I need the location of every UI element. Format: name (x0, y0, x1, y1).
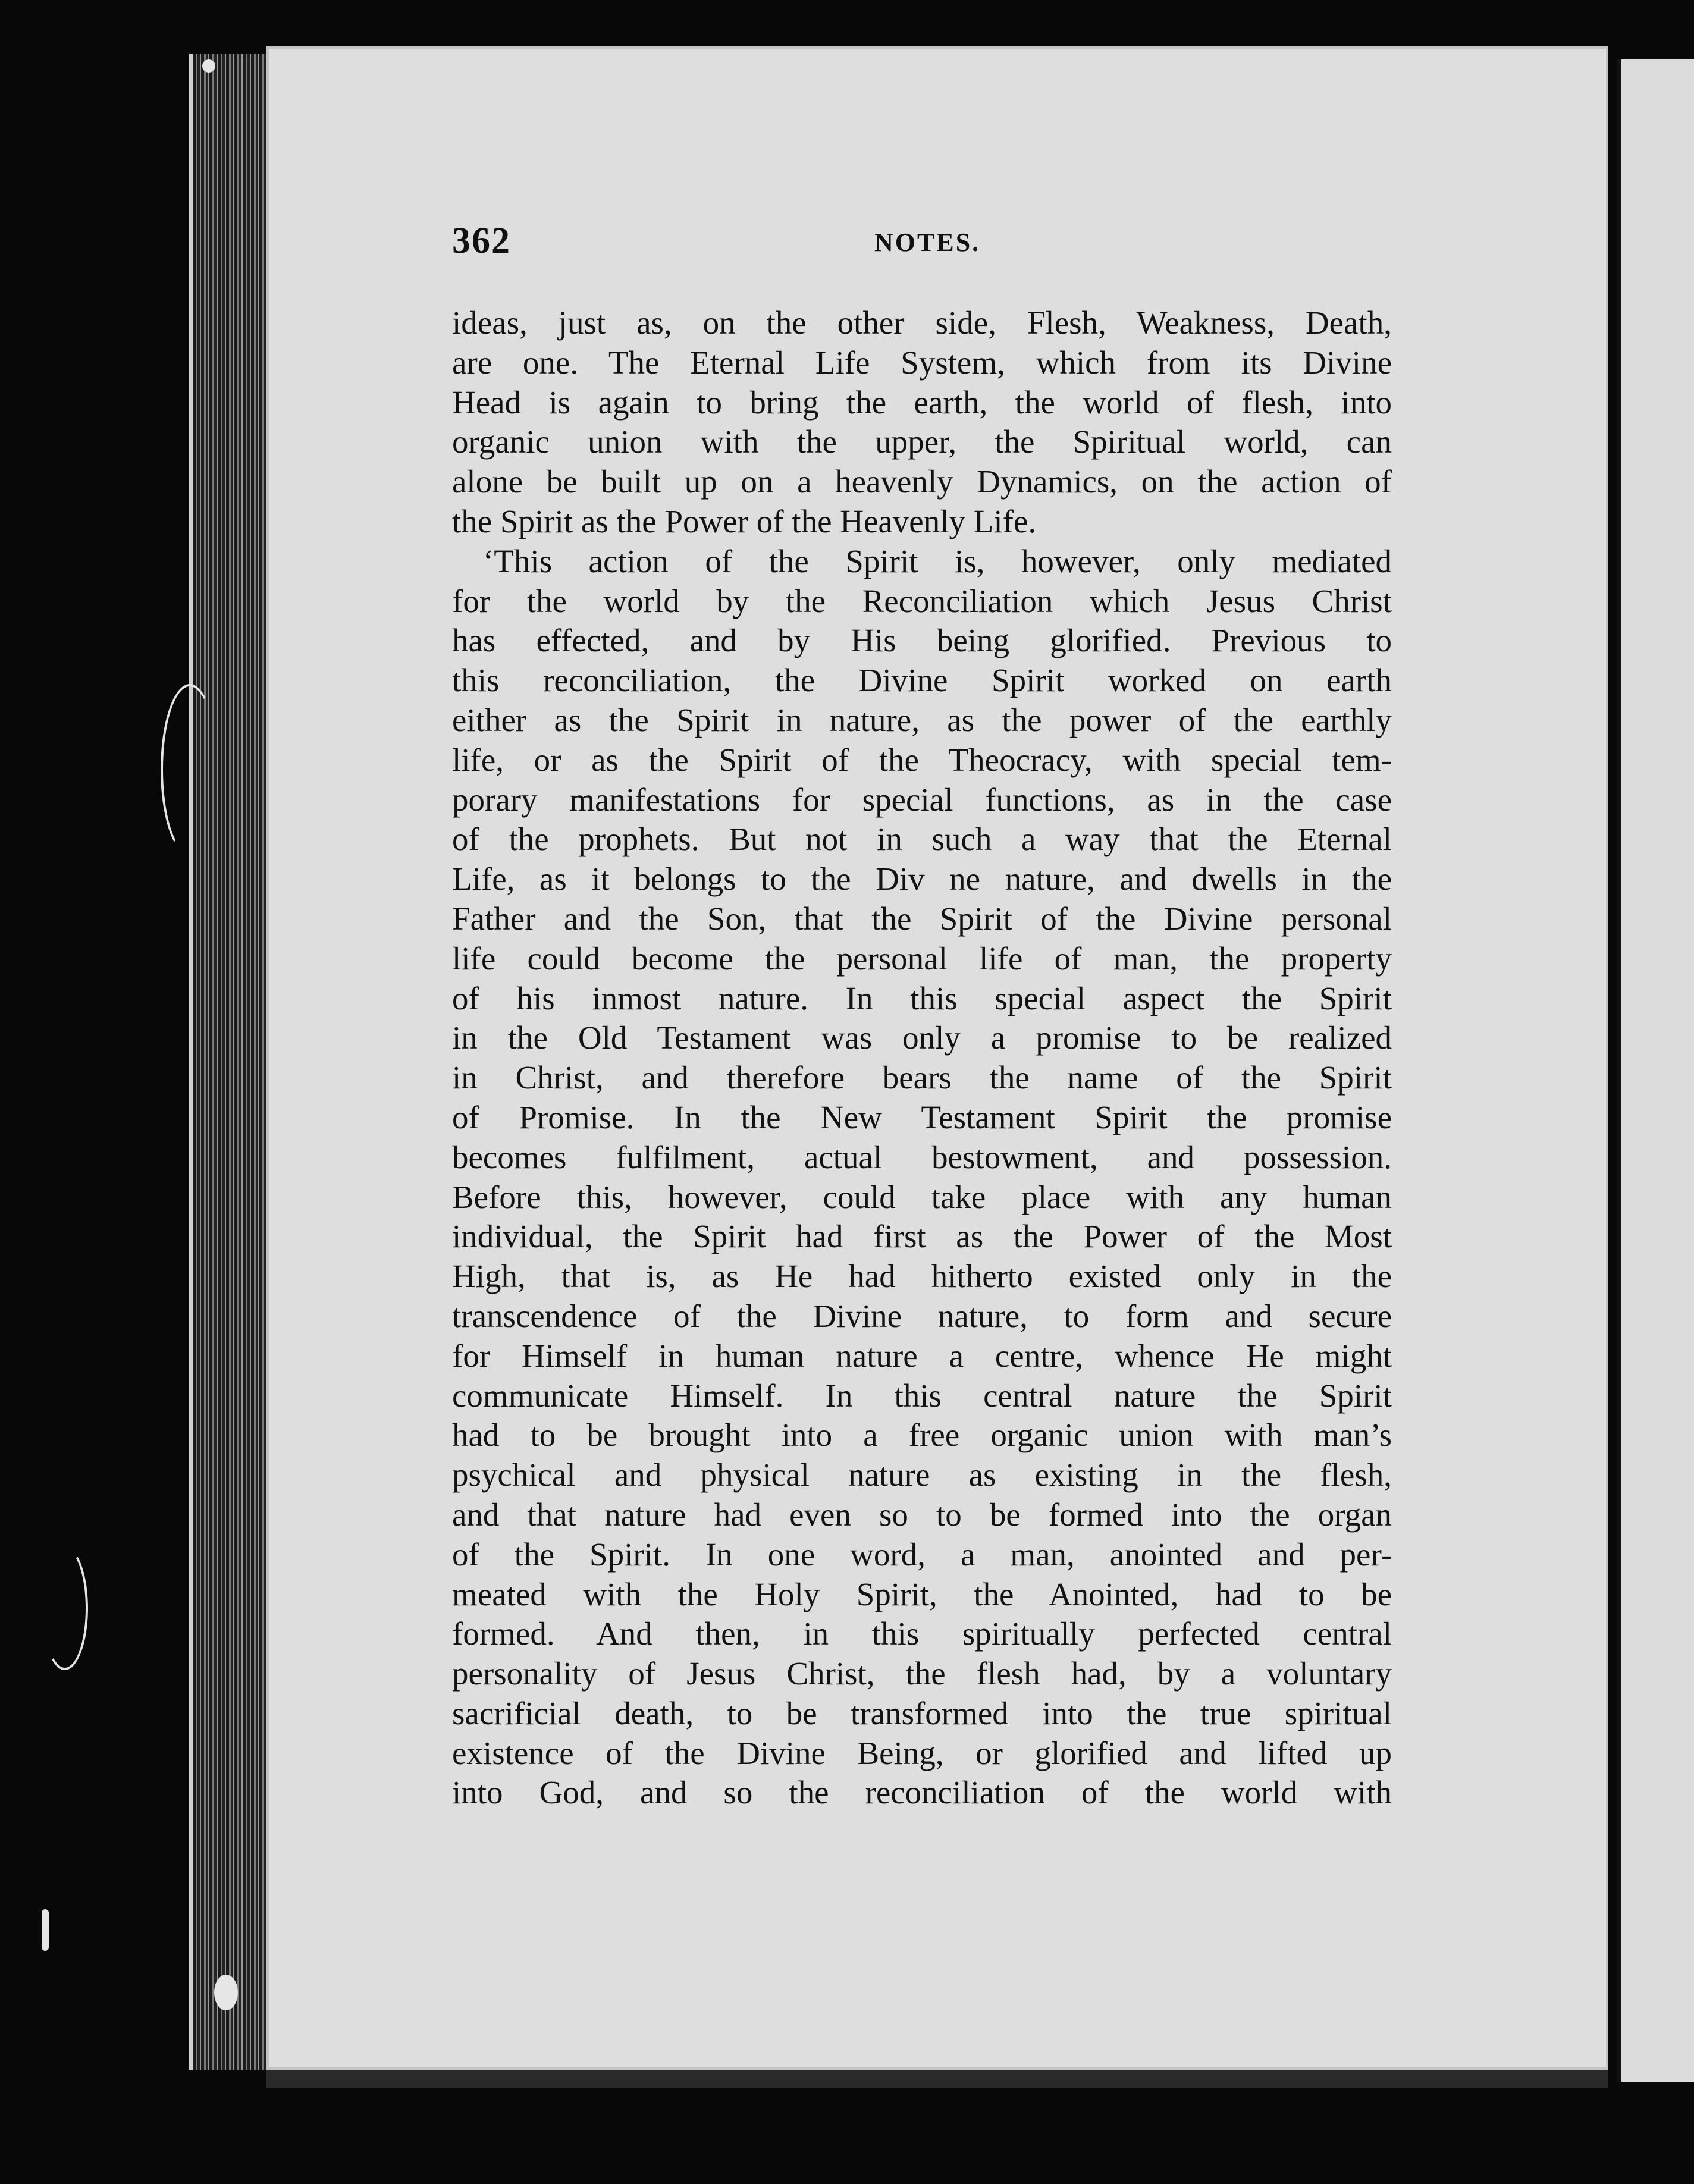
text-line: meated with the Holy Spirit, the Anointed, had to be (452, 1576, 1392, 1612)
hair-mark (161, 684, 219, 855)
page-edges (189, 54, 270, 2070)
page-number: 362 (452, 221, 511, 261)
body-text (452, 303, 1392, 1813)
text-line: and that nature had even so to be formed into the organ (452, 1496, 1392, 1533)
text-line: organic union with the upper, the Spiritual world, can (452, 423, 1392, 460)
dust-spot (214, 1975, 238, 2010)
facing-page-edge (1617, 59, 1694, 2082)
text-line: transcendence of the Divine nature, to form and secure (452, 1297, 1392, 1334)
text-line: becomes fulfilment, actual bestowment, and possession. (452, 1138, 1392, 1175)
text-line: had to be brought into a free organic union with man’s (452, 1417, 1392, 1454)
hair-mark (42, 1546, 88, 1670)
text-line: this reconciliation, the Divine Spirit worked on earth (452, 662, 1392, 699)
text-line: communicate Himself. In this central nature the Spirit (452, 1377, 1392, 1414)
text-line: of the Spirit. In one word, a man, anointed and per- (452, 1536, 1392, 1573)
text-line: for the world by the Reconciliation which Jesus Christ (452, 582, 1392, 619)
text-line: alone be built up on a heavenly Dynamics, on the action of (452, 463, 1392, 500)
text-line: Head is again to bring the earth, the world of flesh, into (452, 384, 1392, 421)
text-line: formed. And then, in this spiritually perfected central (452, 1615, 1392, 1652)
text-line: Before this, however, could take place with any human (452, 1178, 1392, 1215)
text-line: of Promise. In the New Testament Spirit the promise (452, 1099, 1392, 1135)
text-line: are one. The Eternal Life System, which from its Divine (452, 344, 1392, 381)
text-line: life could become the personal life of man, the property (452, 940, 1392, 977)
text-line: has effected, and by His being glorified. Previous to (452, 622, 1392, 659)
text-line: in the Old Testament was only a promise to be realized (452, 1019, 1392, 1056)
text-line: ideas, just as, on the other side, Flesh, Weakness, Death, (452, 305, 1392, 341)
text-line: the Spirit as the Power of the Heavenly Life. (452, 503, 1037, 539)
text-line: of his inmost nature. In this special aspect the Spirit (452, 980, 1392, 1016)
text-line: existence of the Divine Being, or glorified and lifted up (452, 1734, 1392, 1771)
text-line: ‘This action of the Spirit is, however, only mediated (483, 542, 1392, 579)
text-line: porary manifestations for special functions, as in the case (452, 781, 1392, 818)
text-line: sacrificial death, to be transformed into the true spiritual (452, 1695, 1392, 1731)
text-line: psychical and physical nature as existing in the flesh, (452, 1457, 1392, 1493)
dust-spot (42, 1909, 49, 1951)
text-line: for Himself in human nature a centre, whence He might (452, 1337, 1392, 1374)
text-line: individual, the Spirit had first as the Power of the Most (452, 1218, 1392, 1255)
text-line: personality of Jesus Christ, the flesh had, by a voluntary (452, 1655, 1392, 1692)
page-header (452, 220, 1380, 268)
text-line: of the prophets. But not in such a way that the Eternal (452, 821, 1392, 858)
text-line: either as the Spirit in nature, as the power of the earthly (452, 701, 1392, 738)
page-bottom-edge (266, 2070, 1608, 2088)
text-line: Father and the Son, that the Spirit of the Divine personal (452, 900, 1392, 937)
dust-spot (202, 59, 215, 73)
text-line: into God, and so the reconciliation of the world with (452, 1774, 1392, 1811)
text-line: in Christ, and therefore bears the name of the Spirit (452, 1059, 1392, 1096)
text-line: Life, as it belongs to the Div ne nature, and dwells in the (452, 861, 1392, 898)
text-line: High, that is, as He had hitherto existed only in the (452, 1258, 1392, 1295)
running-head: NOTES. (874, 228, 981, 257)
text-line: life, or as the Spirit of the Theocracy, with special tem- (452, 741, 1392, 778)
